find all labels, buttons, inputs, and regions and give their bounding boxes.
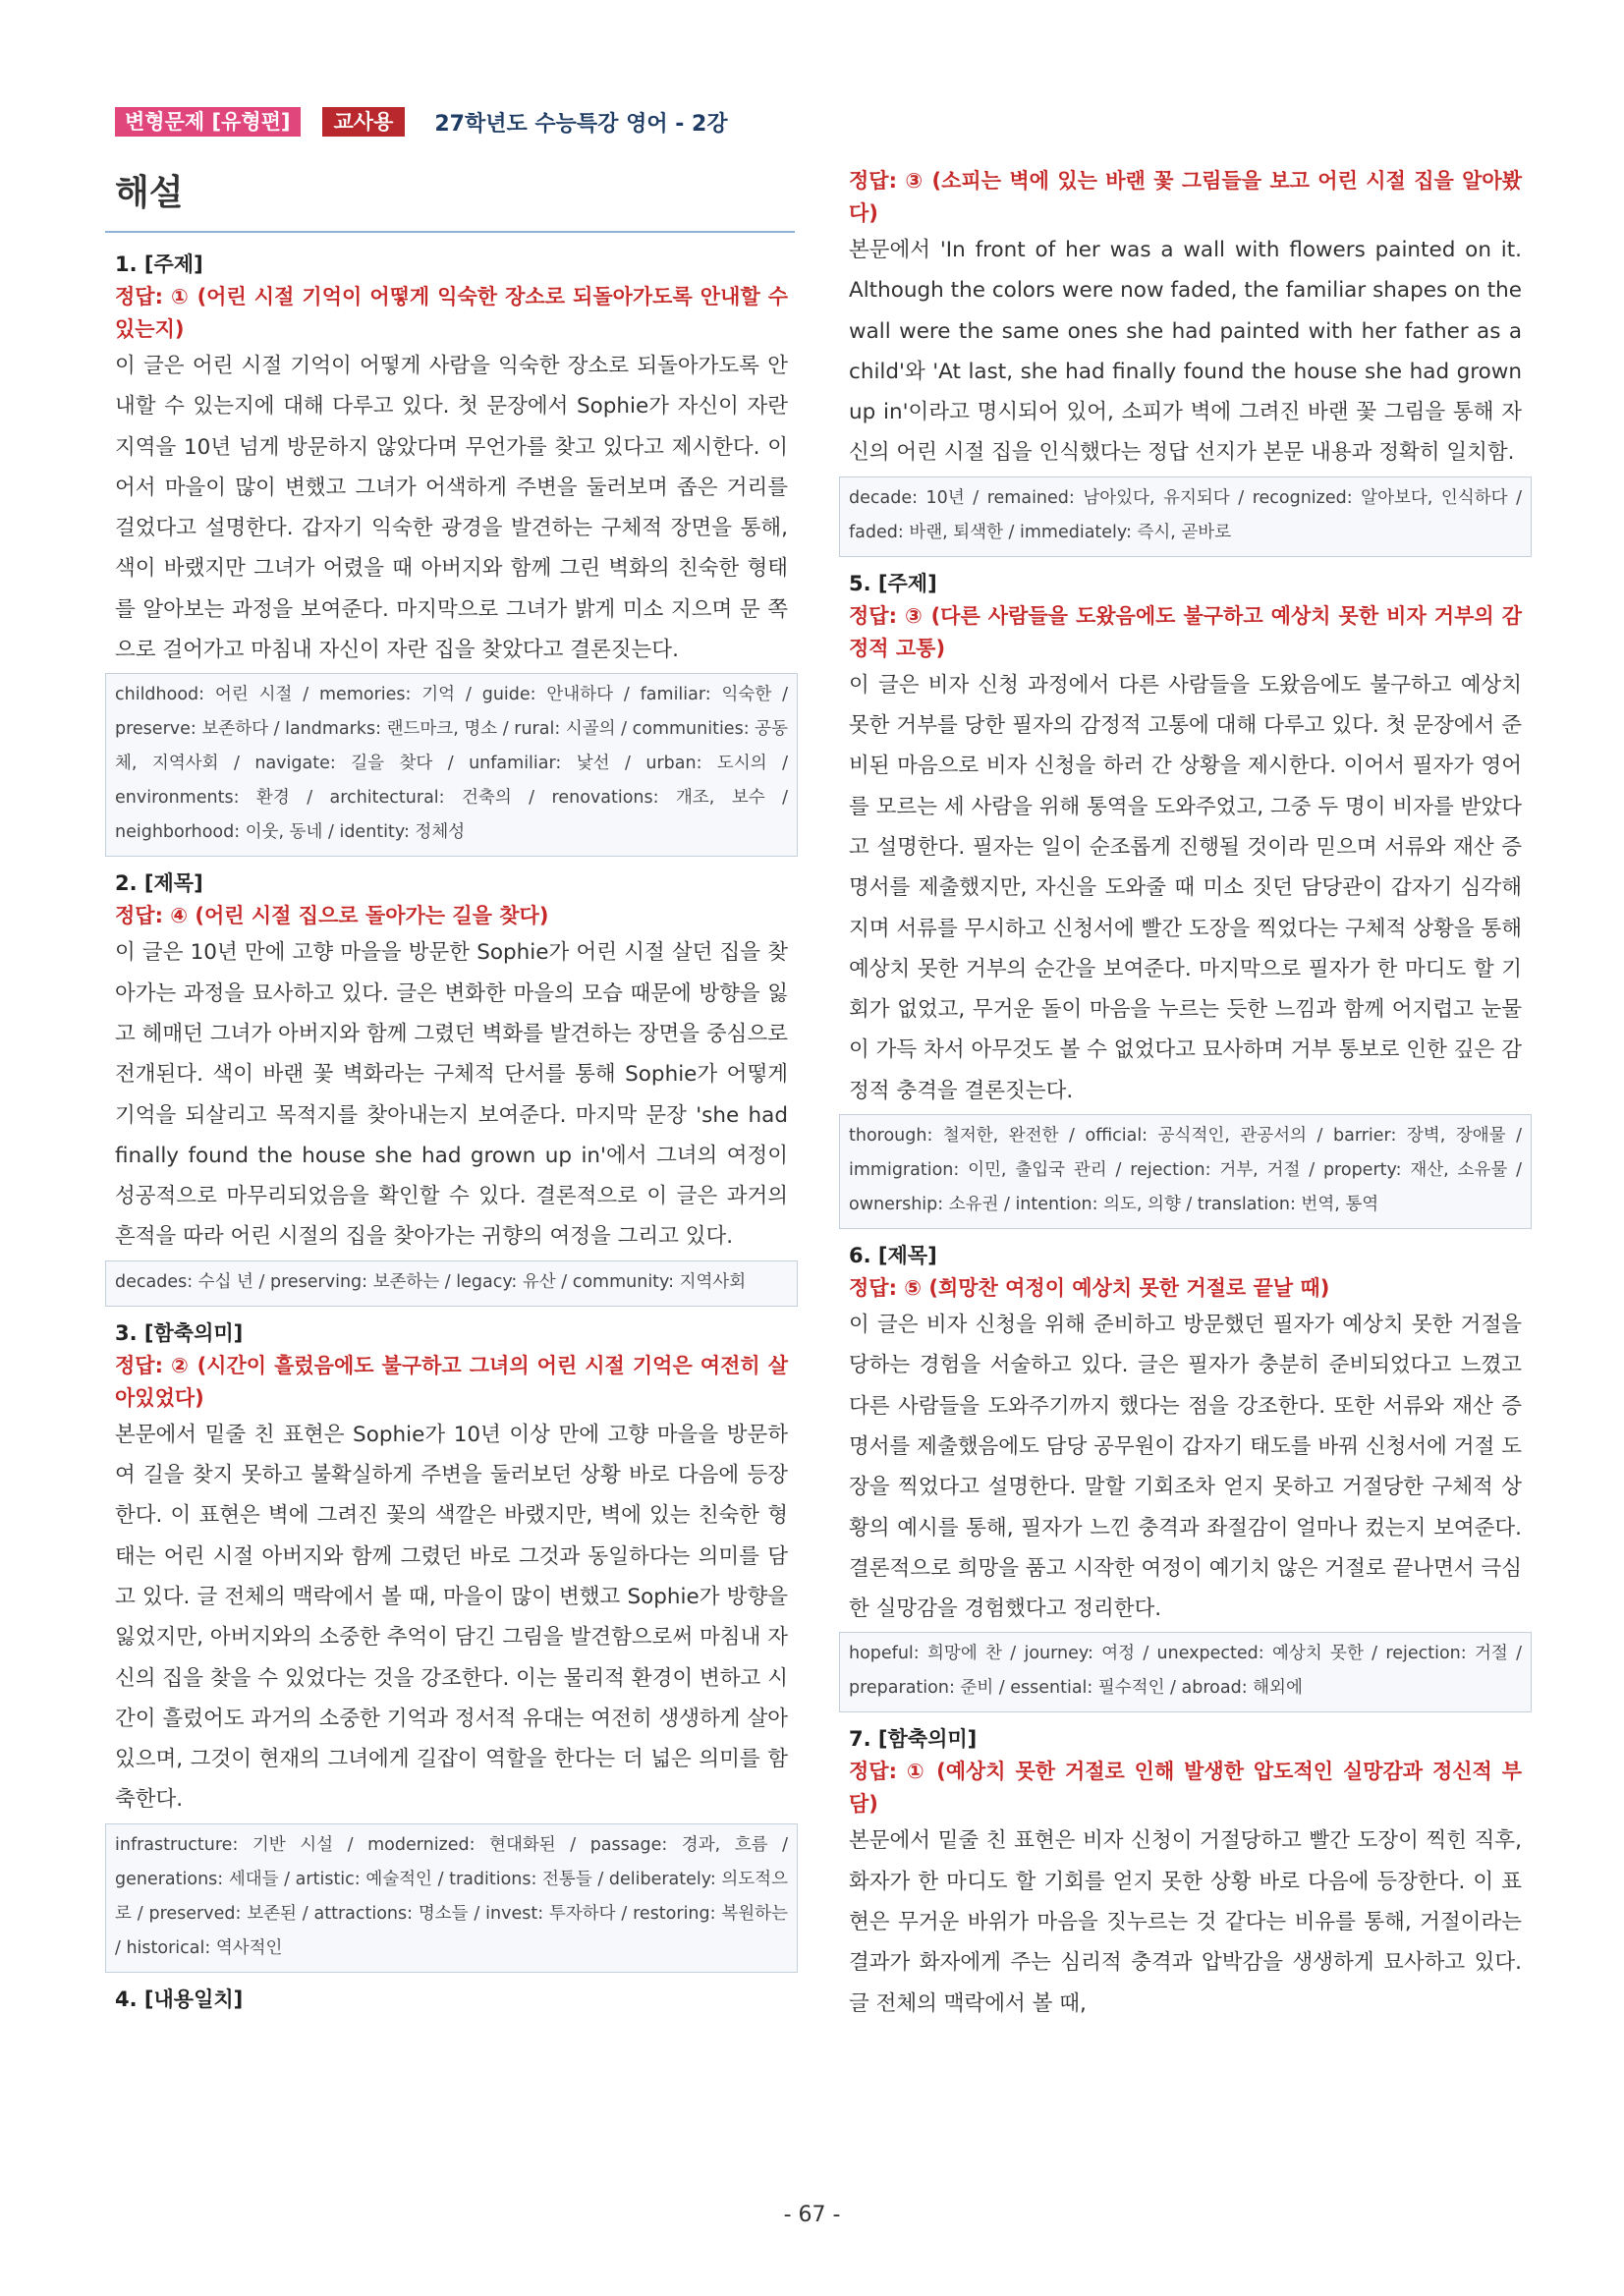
question-6 — [849, 1239, 1522, 1712]
answer-line: 정답: ④ (어린 시절 집으로 돌아가는 길을 찾다) — [115, 904, 549, 928]
badge-question-type: 변형문제 [유형편] — [115, 107, 301, 137]
vocab-box: infrastructure: 기반 시설 / modernized: 현대화된 / passage: 경과, 흐름 / generations: 세대들 / artistic: 예술적인 / traditions: 전통들 / deliberately: 의도적으로 / preserved: 보존된 / attractions: 명소들 / invest: 투자하다 / restoring: 복원하는 / historical: 역사적인 — [105, 1823, 798, 1973]
question-4-continued — [849, 165, 1522, 557]
question-3 — [115, 1316, 788, 1973]
vocab-box: decades: 수십 년 / preserving: 보존하는 / legacy: 유산 / community: 지역사회 — [105, 1260, 798, 1307]
question-4 — [115, 1983, 788, 2016]
answer-line: 정답: ③ (다른 사람들을 도왔음에도 불구하고 예상치 못한 비자 거부의 감정적 고통) — [849, 603, 1522, 660]
answer-line: 정답: ② (시간이 흘렀음에도 불구하고 그녀의 어린 시절 기억은 여전히 살아있었다) — [115, 1353, 788, 1410]
vocab-box: childhood: 어린 시절 / memories: 기억 / guide: 안내하다 / familiar: 익숙한 / preserve: 보존하다 / landmarks: 랜드마크, 명소 / rural: 시골의 / communities: 공동체, 지역사회 / navigate: 길을 찾다 / unfamiliar: 낯선 / urban: 도시의 / environments: 환경 / architectural: 건축의 / renovations: 개조, 보수 / neighborhood: 이웃, 동네 / identity: 정체성 — [105, 673, 798, 857]
answer-line: 정답: ③ (소피는 벽에 있는 바랜 꽃 그림들을 보고 어린 시절 집을 알아봤다) — [849, 169, 1522, 225]
explanation-text: 이 글은 어린 시절 기억이 어떻게 사람을 익숙한 장소로 되돌아가도록 안내할 수 있는지에 대해 다루고 있다. 첫 문장에서 Sophie가 자신이 자란 지역을 10년 넘게 방문하지 않았다며 무언가를 찾고 있다고 제시한다. 이어서 마을이 많이 변했고 그녀가 어색하게 주변을 둘러보며 좁은 거리를 걸었다고 설명한다. 갑자기 익숙한 광경을 발견하는 구체적 장면을 통해, 색이 바랬지만 그녀가 어렸을 때 아버지와 함께 그린 벽화의 친숙한 형태를 알아보는 과정을 보여준다. 마지막으로 그녀가 밝게 미소 지으며 문 쪽으로 걸어가고 마침내 자신이 자란 집을 찾았다고 결론짓는다. — [115, 354, 788, 663]
page-title: 해설 — [115, 173, 184, 213]
explanation-text: 이 글은 10년 만에 고향 마을을 방문한 Sophie가 어린 시절 살던 집을 찾아가는 과정을 묘사하고 있다. 글은 변화한 마을의 모습 때문에 방향을 잃고 헤매던 그녀가 아버지와 함께 그렸던 벽화를 발견하는 장면을 중심으로 전개된다. 색이 바랜 꽃 벽화라는 구체적 단서를 통해 Sophie가 어떻게 기억을 되살리고 목적지를 찾아내는지 보여준다. 마지막 문장 'she had finally found the house she had grown up in'에서 그녀의 여정이 성공적으로 마무리되었음을 확인할 수 있다. 결론적으로 이 글은 과거의 흔적을 따라 어린 시절의 집을 찾아가는 귀향의 여정을 그리고 있다. — [115, 940, 788, 1250]
page-number: - 67 - — [783, 2203, 841, 2227]
explanation-text: 본문에서 밑줄 친 표현은 Sophie가 10년 이상 만에 고향 마을을 방문하여 길을 찾지 못하고 불확실하게 주변을 둘러보던 상황 바로 다음에 등장한다. 이 표현은 벽에 그려진 꽃의 색깔은 바랬지만, 벽에 있는 친숙한 형태는 어린 시절 아버지와 함께 그렸던 바로 그것과 동일하다는 의미를 담고 있다. 글 전체의 맥락에서 볼 때, 마을이 많이 변했고 Sophie가 방향을 잃었지만, 아버지와의 소중한 추억이 담긴 그림을 발견함으로써 마침내 자신의 집을 찾을 수 있었다는 것을 강조한다. 이는 물리적 환경이 변하고 시간이 흘렀어도 과거의 소중한 기억과 정서적 유대는 여전히 생생하게 살아있으며, 그것이 현재의 그녀에게 길잡이 역할을 한다는 더 넓은 의미를 함축한다. — [115, 1422, 788, 1813]
badge-teacher: 교사용 — [322, 107, 406, 137]
question-number: 4. [내용일치] — [115, 1987, 244, 2011]
vocab-box: decade: 10년 / remained: 남아있다, 유지되다 / recognized: 알아보다, 인식하다 / faded: 바랜, 퇴색한 / immediately: 즉시, 곧바로 — [839, 476, 1532, 557]
question-2 — [115, 867, 788, 1306]
explanation-text: 본문에서 'In front of her was a wall with flowers painted on it. Although the colors were now faded, the familiar shapes on the wall were the same ones she had painted with her father as a child'와 'At last, she had finally found the house she had grown up in'이라고 명시되어 있어, 소피가 벽에 그려진 바랜 꽃 그림을 통해 자신의 어린 시절 집을 인식했다는 정답 선지가 본문 내용과 정확히 일치함. — [849, 238, 1522, 466]
left-column — [115, 248, 788, 2016]
answer-line: 정답: ① (예상치 못한 거절로 인해 발생한 압도적인 실망감과 정신적 부담) — [849, 1760, 1522, 1817]
header-title: 27학년도 수능특강 영어 - 2강 — [434, 111, 728, 137]
title-divider — [105, 231, 795, 233]
header-bar — [115, 107, 728, 137]
explanation-text: 이 글은 비자 신청을 위해 준비하고 방문했던 필자가 예상치 못한 거절을 당하는 경험을 서술하고 있다. 글은 필자가 충분히 준비되었다고 느꼈고 다른 사람들을 도와주기까지 했다는 점을 강조한다. 또한 서류와 재산 증명서를 제출했음에도 담당 공무원이 갑자기 태도를 바꿔 신청서에 거절 도장을 찍었다고 설명한다. 말할 기회조차 얻지 못하고 거절당한 구체적 상황의 예시를 통해, 필자가 느낀 충격과 좌절감이 얼마나 컸는지 보여준다. 결론적으로 희망을 품고 시작한 여정이 예기치 않은 거절로 끝나면서 극심한 실망감을 경험했다고 정리한다. — [849, 1313, 1522, 1622]
question-number: 1. [주제] — [115, 252, 203, 276]
vocab-box: thorough: 철저한, 완전한 / official: 공식적인, 관공서의 / barrier: 장벽, 장애물 / immigration: 이민, 출입국 관리 / rejection: 거부, 거절 / property: 재산, 소유물 / ownership: 소유권 / intention: 의도, 의향 / translation: 번역, 통역 — [839, 1114, 1532, 1229]
explanation-text: 이 글은 비자 신청 과정에서 다른 사람들을 도왔음에도 불구하고 예상치 못한 거부를 당한 필자의 감정적 고통에 대해 다루고 있다. 첫 문장에서 준비된 마음으로 비자 신청을 하러 간 상황을 제시한다. 이어서 필자가 영어를 모르는 세 사람을 위해 통역을 도와주었고, 그중 두 명이 비자를 받았다고 설명한다. 필자는 일이 순조롭게 진행될 것이라 믿으며 서류와 재산 증명서를 제출했지만, 자신을 도와줄 때 미소 짓던 담당관이 갑자기 심각해지며 서류를 무시하고 신청서에 빨간 도장을 찍었다는 구체적 상황을 통해 예상치 못한 거부의 순간을 보여준다. 마지막으로 필자가 한 마디도 할 기회가 없었고, 무거운 돌이 마음을 누르는 듯한 느낌과 함께 어지럽고 눈물이 가득 차서 아무것도 볼 수 없었다고 묘사하며 거부 통보로 인한 깊은 감정적 충격을 결론짓는다. — [849, 672, 1522, 1103]
question-7 — [849, 1722, 1522, 2023]
vocab-box: hopeful: 희망에 찬 / journey: 여정 / unexpected: 예상치 못한 / rejection: 거절 / preparation: 준비 / essential: 필수적인 / abroad: 해외에 — [839, 1632, 1532, 1712]
right-column — [849, 165, 1522, 2024]
question-number: 3. [함축의미] — [115, 1320, 244, 1345]
question-number: 2. [제목] — [115, 871, 203, 896]
answer-line: 정답: ① (어린 시절 기억이 어떻게 익숙한 장소로 되돌아가도록 안내할 수 있는지) — [115, 285, 788, 341]
question-number: 6. [제목] — [849, 1244, 937, 1268]
question-number: 7. [함축의미] — [849, 1727, 978, 1752]
explanation-text: 본문에서 밑줄 친 표현은 비자 신청이 거절당하고 빨간 도장이 찍힌 직후, 화자가 한 마디도 할 기회를 얻지 못한 상황 바로 다음에 등장한다. 이 표현은 무거운 바위가 마음을 짓누르는 것 같다는 비유를 통해, 거절이라는 결과가 화자에게 주는 심리적 충격과 압박감을 생생하게 묘사하고 있다. 글 전체의 맥락에서 볼 때, — [849, 1828, 1522, 2016]
question-1 — [115, 248, 788, 857]
answer-line: 정답: ⑤ (희망찬 여정이 예상치 못한 거절로 끝날 때) — [849, 1276, 1330, 1301]
question-number: 5. [주제] — [849, 571, 937, 595]
question-5 — [849, 567, 1522, 1229]
